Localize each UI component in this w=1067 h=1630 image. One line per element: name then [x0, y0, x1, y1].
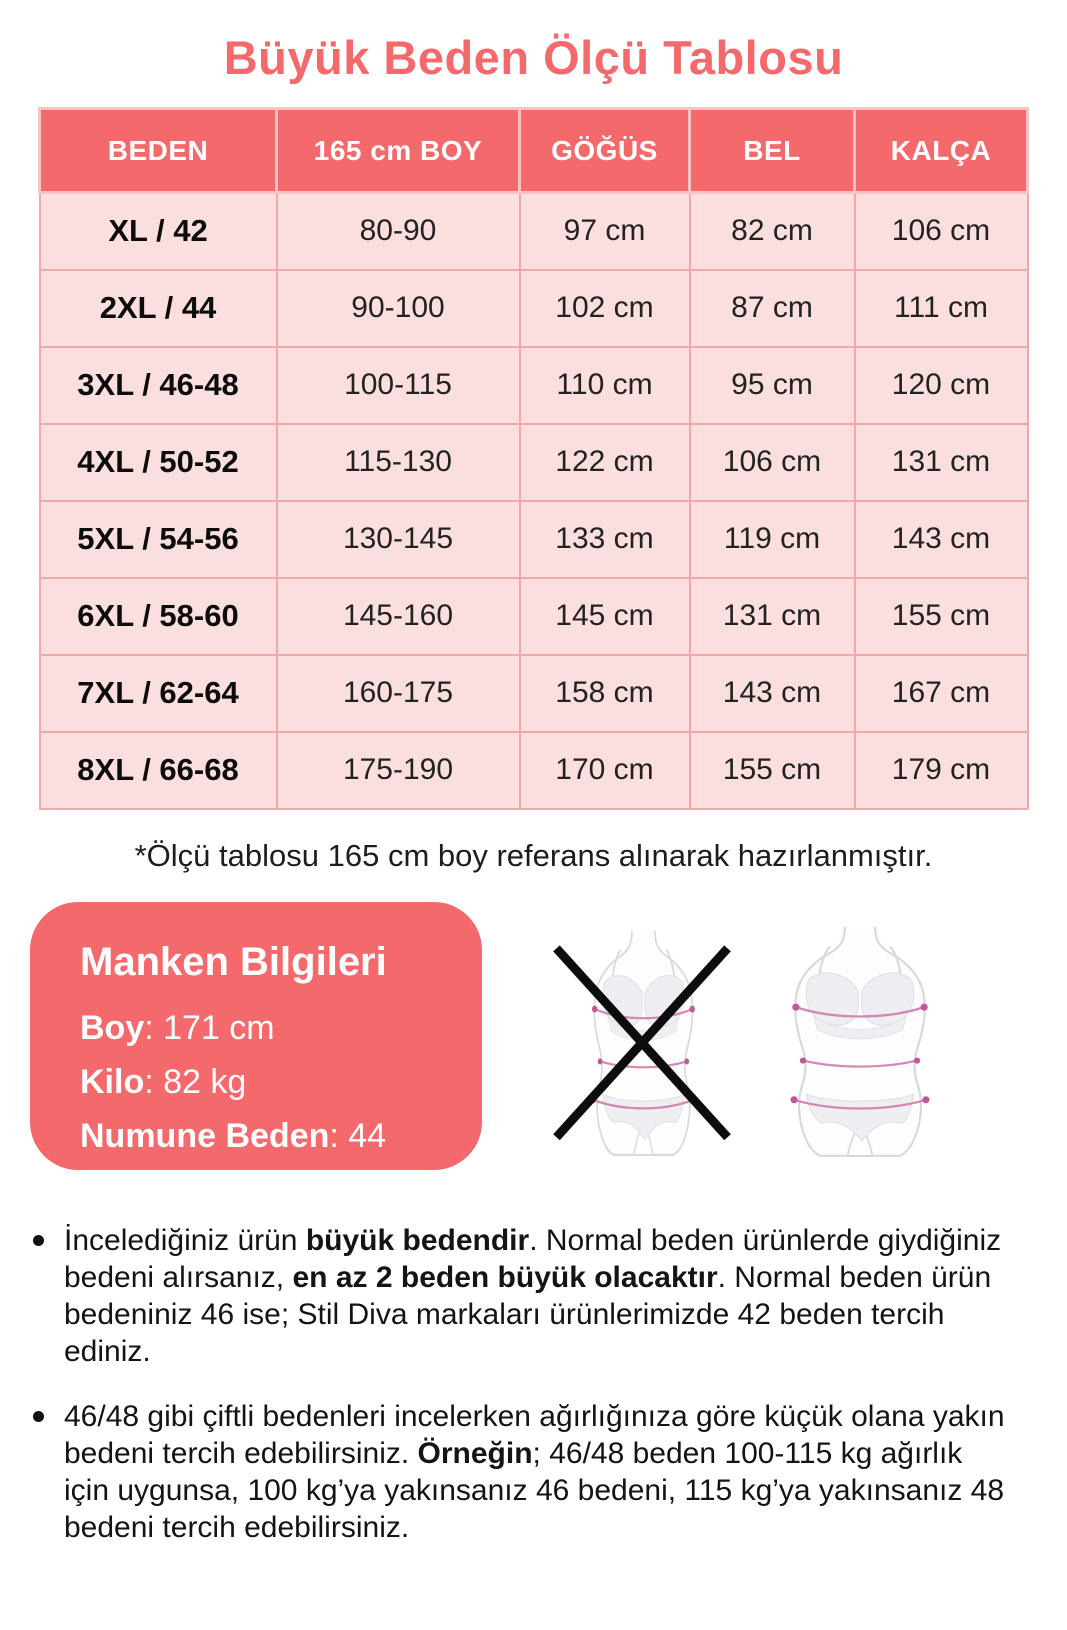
measurement-cell: 130-145 [277, 501, 520, 578]
sizing-note-item [30, 1222, 1015, 1370]
measurement-cell: 97 cm [520, 193, 690, 270]
size-label-cell: 6XL / 58-60 [40, 578, 277, 655]
note-text-bold: Örneğin [417, 1436, 533, 1470]
note-text: . Normal beden ürün bedeniniz 46 ise; Stil Diva markaları ürünlerimizde 42 beden tercih ediniz. [64, 1260, 992, 1368]
sizing-note-item [30, 1398, 1015, 1546]
figure-illustrations [544, 916, 958, 1166]
measurement-cell: 90-100 [277, 270, 520, 347]
crossed-out-body-measure-figure-icon [544, 916, 740, 1166]
measurement-cell: 175-190 [277, 732, 520, 809]
note-text-bold: en az 2 beden büyük olacaktır [292, 1260, 718, 1294]
measurement-cell: 120 cm [855, 347, 1028, 424]
column-header: BEL [690, 109, 855, 193]
size-note: *Ölçü tablosu 165 cm boy referans alınarak hazırlanmıştır. [134, 837, 933, 873]
measurement-cell: 155 cm [690, 732, 855, 809]
note-text: 46/48 gibi çiftli bedenleri incelerken ağırlığınıza göre küçük olana yakın bedeni tercih edebilirsiniz. [64, 1399, 1005, 1470]
column-header: 165 cm BOY [277, 109, 520, 193]
measurement-cell: 143 cm [855, 501, 1028, 578]
column-header: BEDEN [40, 109, 277, 193]
size-table-header [40, 109, 1028, 193]
table-row [40, 193, 1028, 270]
measurement-cell: 106 cm [690, 424, 855, 501]
model-info-label: Numune Beden [80, 1116, 330, 1155]
table-row [40, 424, 1028, 501]
measurement-cell: 106 cm [855, 193, 1028, 270]
size-table [38, 107, 1029, 810]
model-info-value: : 171 cm [144, 1008, 275, 1047]
measurement-cell: 145 cm [520, 578, 690, 655]
measurement-cell: 102 cm [520, 270, 690, 347]
measurement-cell: 82 cm [690, 193, 855, 270]
size-label-cell: 5XL / 54-56 [40, 501, 277, 578]
measurement-cell: 145-160 [277, 578, 520, 655]
size-label-cell: 2XL / 44 [40, 270, 277, 347]
measurement-cell: 155 cm [855, 578, 1028, 655]
model-info-line [80, 1117, 462, 1156]
model-info-value: : 82 kg [144, 1062, 247, 1101]
model-info-label: Kilo [80, 1062, 145, 1101]
note-text: İncelediğiniz ürün [64, 1223, 306, 1257]
note-text: . Normal beden ürünlerde giydiğiniz bedeni alırsanız, [64, 1223, 1002, 1294]
size-table-body [40, 193, 1028, 809]
table-row [40, 655, 1028, 732]
measurement-cell: 87 cm [690, 270, 855, 347]
size-label-cell: 3XL / 46-48 [40, 347, 277, 424]
size-label-cell: 7XL / 62-64 [40, 655, 277, 732]
model-info-line [80, 1063, 462, 1102]
measurement-cell: 167 cm [855, 655, 1028, 732]
table-row [40, 270, 1028, 347]
table-row [40, 347, 1028, 424]
measurement-cell: 100-115 [277, 347, 520, 424]
measurement-cell: 160-175 [277, 655, 520, 732]
measurement-cell: 119 cm [690, 501, 855, 578]
note-text-bold: büyük bedendir [305, 1223, 530, 1257]
size-label-cell: XL / 42 [40, 193, 277, 270]
measurement-cell: 179 cm [855, 732, 1028, 809]
model-info-lines [80, 1009, 462, 1156]
size-label-cell: 4XL / 50-52 [40, 424, 277, 501]
measurement-cell: 143 cm [690, 655, 855, 732]
lower-section [30, 902, 1067, 1170]
model-info-value: : 44 [329, 1116, 387, 1155]
measurement-cell: 170 cm [520, 732, 690, 809]
note-text: ; 46/48 beden 100-115 kg ağırlık için uygunsa, 100 kg’ya yakınsanız 46 bedeni, 115 kg’ya yakınsanız 48 bedeni tercih edebilirsiniz. [64, 1436, 1005, 1544]
measurement-cell: 133 cm [520, 501, 690, 578]
model-info-title: Manken Bilgileri [80, 939, 387, 984]
size-label-cell: 8XL / 66-68 [40, 732, 277, 809]
sizing-notes-list [30, 1222, 1033, 1546]
measurement-cell: 110 cm [520, 347, 690, 424]
measurement-cell: 122 cm [520, 424, 690, 501]
table-row [40, 578, 1028, 655]
header-row [40, 109, 1028, 193]
model-info-line [80, 1009, 462, 1048]
measurement-cell: 115-130 [277, 424, 520, 501]
model-info-label: Boy [80, 1008, 145, 1047]
measurement-cell: 131 cm [690, 578, 855, 655]
body-measure-figure-icon [762, 916, 958, 1166]
measurement-cell: 111 cm [855, 270, 1028, 347]
measurement-cell: 158 cm [520, 655, 690, 732]
table-row [40, 732, 1028, 809]
column-header: KALÇA [855, 109, 1028, 193]
measurement-cell: 131 cm [855, 424, 1028, 501]
column-header: GÖĞÜS [520, 109, 690, 193]
model-info-card [30, 902, 482, 1170]
measurement-cell: 95 cm [690, 347, 855, 424]
table-row [40, 501, 1028, 578]
page-title: Büyük Beden Ölçü Tablosu [223, 31, 844, 84]
measurement-cell: 80-90 [277, 193, 520, 270]
